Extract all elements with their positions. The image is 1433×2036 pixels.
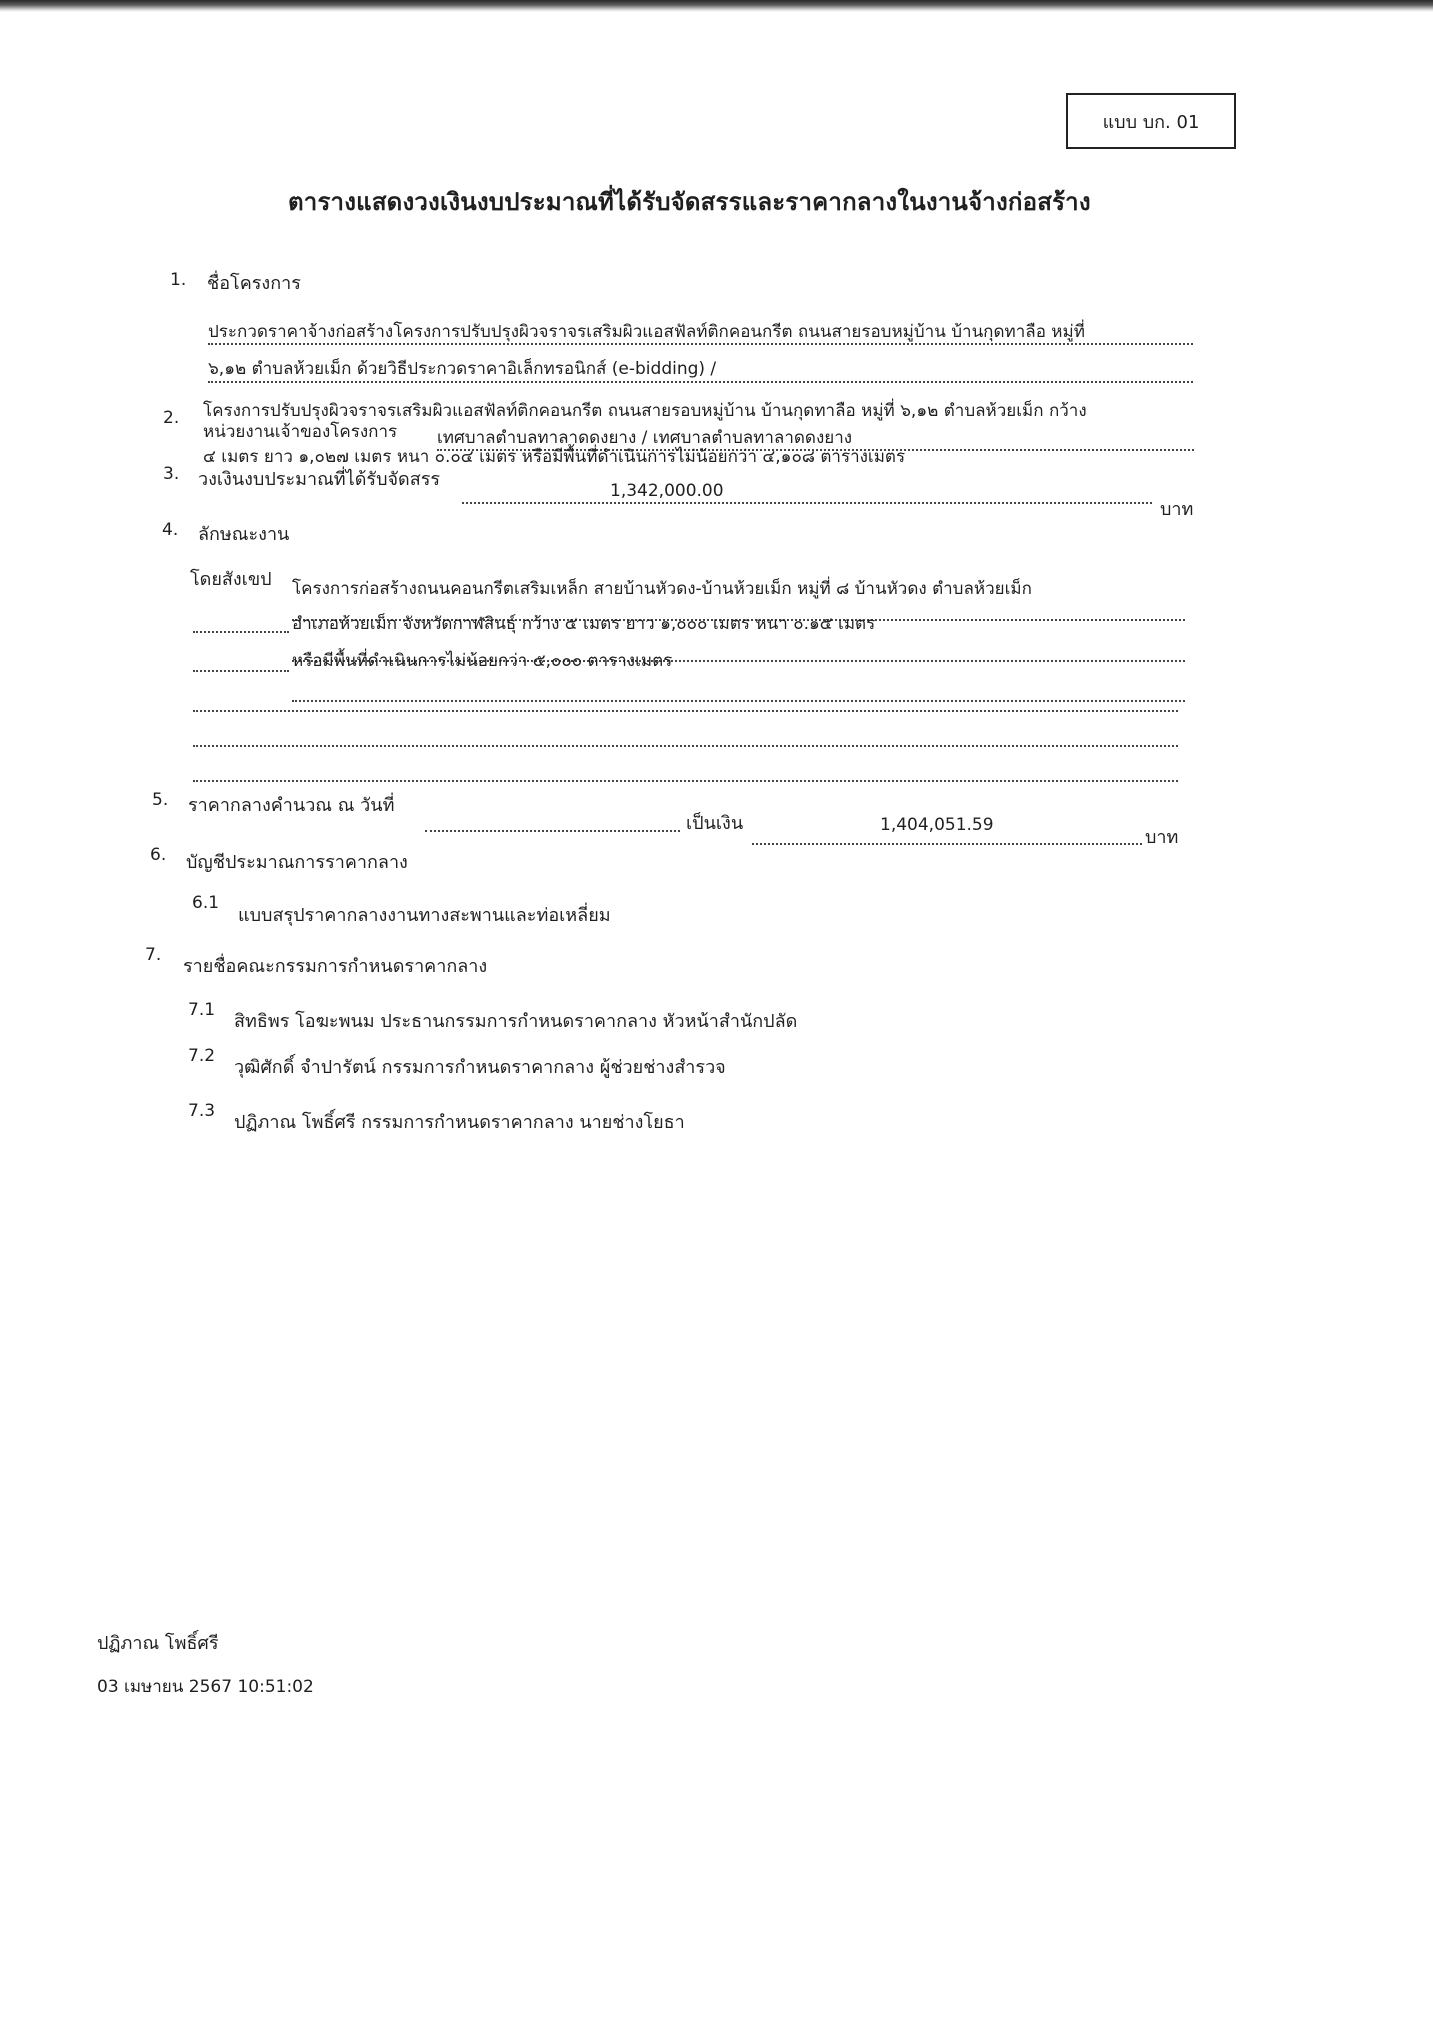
item1-dotline2 (208, 381, 1193, 383)
item3-number: 3. (163, 464, 180, 484)
item4-dotline3-lead (193, 670, 289, 672)
item2-label: หน่วยงานเจ้าของโครงการ (203, 422, 398, 442)
footer-name: ปฏิภาณ โพธิ์ศรี (97, 1633, 219, 1654)
item6-number: 6. (150, 845, 167, 865)
item3-amount: 1,342,000.00 (610, 481, 724, 501)
page-title: ตารางแสดงวงเงินงบประมาณที่ได้รับจัดสรรและราคากลางในงานจ้างก่อสร้าง (288, 188, 1091, 216)
item6-sub-number: 6.1 (192, 893, 220, 913)
item1-number: 1. (170, 270, 187, 290)
item5-amount-label: เป็นเงิน (686, 813, 744, 834)
form-code: แบบ บก. 01 (1102, 111, 1200, 133)
item2-line1: โครงการปรับปรุงผิวจราจรเสริมผิวแอสฟัลท์ติกคอนกรีต ถนนสายรอบหมู่บ้าน บ้านกุดทาลือ หมู่ที่ ๖,๑๒ ตำบลห้วยเม็ก กว้าง (203, 401, 1087, 421)
item4-dotline6 (193, 780, 1178, 782)
item4-line1: โครงการก่อสร้างถนนคอนกรีตเสริมเหล็ก สายบ้านหัวดง-บ้านห้วยเม็ก หมู่ที่ ๘ บ้านหัวดง ตำบลห้วยเม็ก (292, 579, 1032, 599)
item1-label: ชื่อโครงการ (207, 273, 301, 294)
item5-number: 5. (152, 790, 169, 810)
member2-number: 7.2 (188, 1046, 216, 1066)
item4-dotline3 (292, 700, 1185, 702)
item6-label: บัญชีประมาณการราคากลาง (186, 852, 408, 873)
item4-line2: อำเภอห้วยเม็ก จังหวัดกาฬสินธุ์ กว้าง ๕ เมตร ยาว ๑,๐๐๐ เมตร หนา ๐.๑๕ เมตร (292, 614, 876, 634)
member3-text: ปฏิภาณ โพธิ์ศรี กรรมการกำหนดราคากลาง นายช่างโยธา (234, 1112, 685, 1133)
item4-number: 4. (162, 520, 179, 540)
member1-text: สิทธิพร โอฆะพนม ประธานกรรมการกำหนดราคากลาง หัวหน้าสำนักปลัด (234, 1011, 798, 1032)
item5-amount-dotline (752, 843, 1142, 845)
item5-unit: บาท (1145, 827, 1179, 848)
member2-text: วุฒิศักดิ์ จำปารัตน์ กรรมการกำหนดราคากลาง ผู้ช่วยช่างสำรวจ (234, 1057, 726, 1078)
item1-dotline1 (208, 343, 1193, 345)
item4-dotline5 (193, 745, 1178, 747)
footer-datetime: 03 เมษายน 2567 10:51:02 (97, 1677, 314, 1697)
member1-number: 7.1 (188, 1000, 216, 1020)
item2-agency: เทศบาลตำบลทาลาดดงยาง / เทศบาลตำบลทาลาดดงยาง (437, 428, 853, 448)
item5-date-dotline (425, 830, 680, 832)
item2-number: 2. (163, 408, 180, 428)
member3-number: 7.3 (188, 1101, 216, 1121)
item3-unit: บาท (1160, 499, 1194, 520)
item4-summary-label: โดยสังเขป (190, 569, 272, 590)
form-code-box (1066, 93, 1236, 149)
item1-line1: ประกวดราคาจ้างก่อสร้างโครงการปรับปรุงผิวจราจรเสริมผิวแอสฟัลท์ติกคอนกรีต ถนนสายรอบหมู่บ้าน บ้านกุดทาลือ หมู่ที่ (208, 322, 1085, 342)
scan-edge (0, 0, 1433, 12)
item3-label: วงเงินงบประมาณที่ได้รับจัดสรร (198, 469, 441, 490)
item4-line3: หรือมีพื้นที่ดำเนินการไม่น้อยกว่า ๕,๐๐๐ ตารางเมตร (292, 651, 673, 671)
item7-label: รายชื่อคณะกรรมการกำหนดราคากลาง (183, 956, 488, 977)
item3-dotline (462, 502, 1152, 504)
item4-label: ลักษณะงาน (198, 524, 290, 545)
item2-line3: ๔ เมตร ยาว ๑,๐๒๗ เมตร หนา ๐.๐๔ เมตร หรือมีพื้นที่ดำเนินการไม่น้อยกว่า ๔,๑๐๘ ตารางเมตร (203, 447, 906, 467)
item4-dotline2-lead (193, 631, 289, 633)
item1-line2: ๖,๑๒ ตำบลห้วยเม็ก ด้วยวิธีประกวดราคาอิเล็กทรอนิกส์ (e-bidding) / (208, 359, 717, 379)
item4-dotline4 (193, 710, 1178, 712)
item7-number: 7. (145, 945, 162, 965)
item6-sub-text: แบบสรุปราคากลางงานทางสะพานและท่อเหลี่ยม (238, 905, 611, 926)
item5-label: ราคากลางคำนวณ ณ วันที่ (188, 795, 395, 816)
item5-amount: 1,404,051.59 (880, 815, 994, 835)
